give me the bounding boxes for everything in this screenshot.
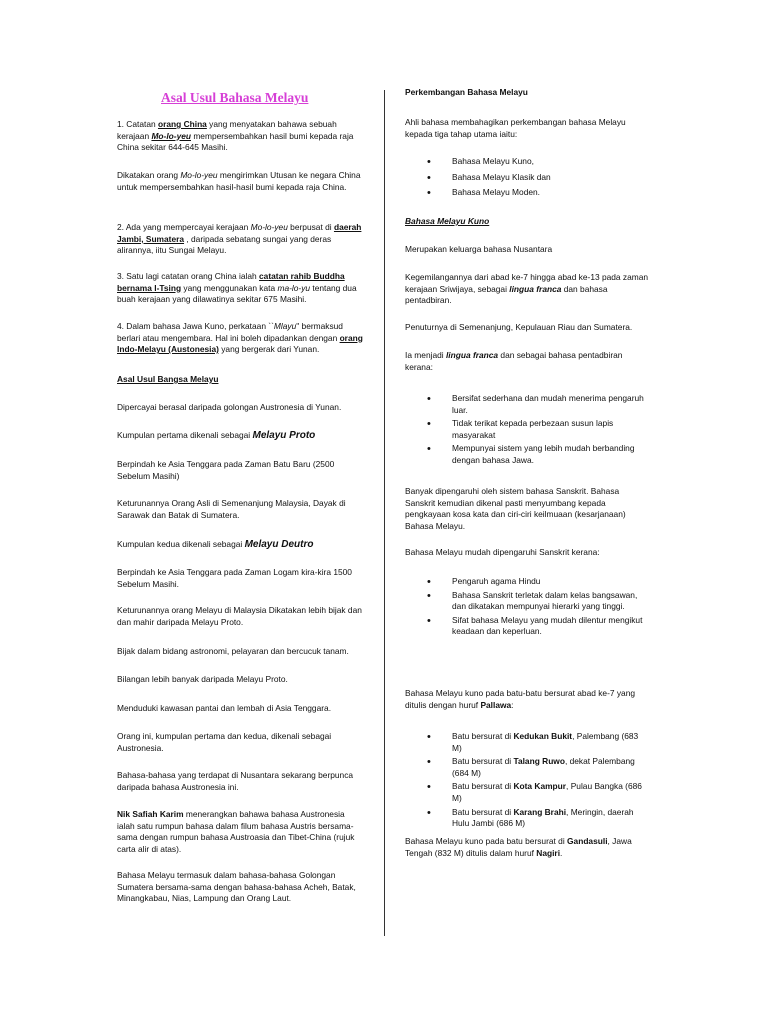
paragraph-11: Berpindah ke Asia Tenggara pada Zaman Logam kira-kira 1500 Sebelum Masihi.	[117, 567, 352, 589]
right-paragraph-3: Kegemilangannya dari abad ke-7 hingga abad ke-13 pada zaman kerajaan Sriwijaya, sebagai lingua franca dan bahasa pentadbiran.	[405, 272, 649, 306]
paragraph-7: Kumpulan pertama dikenali sebagai Melayu Proto	[117, 430, 316, 441]
list-item: • Batu bersurat di Kota Kampur, Pulau Bangka (686 M)	[405, 781, 650, 804]
list-item: • Batu bersurat di Karang Brahi, Meringin, daerah Hulu Jambi (686 M)	[405, 807, 650, 830]
paragraph-19: Bahasa Melayu termasuk dalam bahasa-bahasa Golongan Sumatera bersama-sama dengan bahasa-bahasa Acheh, Batak, Minangkabau, Nias, Lampung dan Orang Laut.	[117, 870, 356, 904]
paragraph-18: Nik Safiah Karim menerangkan bahawa bahasa Austronesia ialah satu rumpun bahasa dalam filum bahasa Austris bersama-sama dengan rumpun bahasa Austroasia dan Tibet-China (rujuk carta alir di atas).	[117, 809, 355, 854]
list-item: • Sifat bahasa Melayu yang mudah dilentur mengikut keadaan dan keperluan.	[405, 615, 650, 638]
sanskrit-reasons-list	[405, 576, 650, 638]
inscriptions-list	[405, 731, 650, 830]
right-paragraph-4: Penuturnya di Semenanjung, Kepulauan Riau dan Sumatera.	[405, 322, 633, 332]
list-item: • Bersifat sederhana dan mudah menerima pengaruh luar.	[405, 393, 650, 416]
list-item: • Pengaruh agama Hindu	[405, 576, 650, 588]
column-divider	[384, 90, 385, 936]
section-heading-bahasa-melayu-kuno: Bahasa Melayu Kuno	[405, 216, 490, 226]
list-item: • Mempunyai sistem yang lebih mudah berbanding dengan bahasa Jawa.	[405, 443, 650, 466]
paragraph-6: Dipercayai berasal daripada golongan Austronesia di Yunan.	[117, 402, 342, 412]
list-item: • Bahasa Melayu Kuno,	[405, 156, 650, 168]
right-paragraph-2: Merupakan keluarga bahasa Nusantara	[405, 244, 553, 254]
list-item: • Tidak terikat kepada perbezaan susun lapis masyarakat	[405, 418, 650, 441]
right-paragraph-1: Ahli bahasa membahagikan perkembangan bahasa Melayu kepada tiga tahap utama iaitu:	[405, 117, 626, 139]
right-paragraph-6: Banyak dipengaruhi oleh sistem bahasa Sanskrit. Bahasa Sanskrit kemudian dikenal pasti menyumbang kepada pengkayaan kosa kata dan ciri-ciri keilmuaan (kesarjanaan) Bahasa Melayu.	[405, 486, 626, 531]
paragraph-4: 3. Satu lagi catatan orang China ialah catatan rahib Buddha bernama I-Tsing yang menggunakan kata ma-lo-yu tentang dua buah kerajaan yang dilawatinya sekitar 675 Masihi.	[117, 271, 357, 305]
paragraph-15: Menduduki kawasan pantai dan lembah di Asia Tenggara.	[117, 703, 332, 713]
paragraph-5: 4. Dalam bahasa Jawa Kuno, perkataan ``Mlayu" bermaksud berlari atau mengembara. Hal ini boleh dipadankan dengan orang Indo-Melayu (Austonesia) yang bergerak dari Yunan.	[117, 321, 363, 355]
stages-list	[405, 156, 650, 199]
paragraph-8: Berpindah ke Asia Tenggara pada Zaman Batu Baru (2500 Sebelum Masihi)	[117, 459, 335, 481]
list-item: • Batu bersurat di Talang Ruwo, dekat Palembang (684 M)	[405, 756, 650, 779]
paragraph-9: Keturunannya Orang Asli di Semenanjung Malaysia, Dayak di Sarawak dan Batak di Sumatera.	[117, 498, 346, 520]
paragraph-10: Kumpulan kedua dikenali sebagai Melayu Deutro	[117, 539, 314, 550]
paragraph-1: 1. Catatan orang China yang menyatakan bahawa sebuah kerajaan Mo-lo-yeu mempersembahkan hasil bumi kepada raja China sekitar 644-645 Masihi.	[117, 119, 354, 153]
right-paragraph-9: Bahasa Melayu kuno pada batu bersurat di Gandasuli, Jawa Tengah (832 M) ditulis dalam huruf Nagiri.	[405, 836, 632, 858]
paragraph-17: Bahasa-bahasa yang terdapat di Nusantara sekarang berpunca daripada bahasa Austronesia ini.	[117, 770, 354, 792]
right-title: Perkembangan Bahasa Melayu	[405, 87, 528, 97]
section-heading-asal-usul-bangsa: Asal Usul Bangsa Melayu	[117, 374, 219, 384]
list-item: • Bahasa Melayu Moden.	[405, 187, 650, 199]
right-paragraph-5: Ia menjadi lingua franca dan sebagai bahasa pentadbiran kerana:	[405, 350, 623, 372]
right-paragraph-7: Bahasa Melayu mudah dipengaruhi Sanskrit kerana:	[405, 547, 600, 557]
paragraph-12: Keturunannya orang Melayu di Malaysia Dikatakan lebih bijak dan dan mahir daripada Melayu Proto.	[117, 605, 362, 627]
paragraph-3: 2. Ada yang mempercayai kerajaan Mo-lo-yeu berpusat di daerah Jambi, Sumatera , daripada sebatang sungai yang deras alirannya, iitu Sungai Melayu.	[117, 222, 362, 256]
list-item: • Bahasa Melayu Klasik dan	[405, 172, 650, 184]
page-title: Asal Usul Bahasa Melayu	[161, 90, 309, 105]
paragraph-13: Bijak dalam bidang astronomi, pelayaran dan bercucuk tanam.	[117, 646, 349, 656]
list-item: • Bahasa Sanskrit terletak dalam kelas bangsawan, dan dikatakan mempunyai hierarki yang tinggi.	[405, 590, 650, 613]
list-item: • Batu bersurat di Kedukan Bukit, Palembang (683 M)	[405, 731, 650, 754]
paragraph-16: Orang ini, kumpulan pertama dan kedua, dikenali sebagai Austronesia.	[117, 731, 332, 753]
paragraph-2: Dikatakan orang Mo-lo-yeu mengirimkan Utusan ke negara China untuk mempersembahkan hasil-hasil bumi kepada raja China.	[117, 170, 361, 192]
reasons-list	[405, 393, 650, 467]
paragraph-14: Bilangan lebih banyak daripada Melayu Proto.	[117, 674, 288, 684]
right-paragraph-8: Bahasa Melayu kuno pada batu-batu bersurat abad ke-7 yang ditulis dengan huruf Pallawa:	[405, 688, 636, 710]
